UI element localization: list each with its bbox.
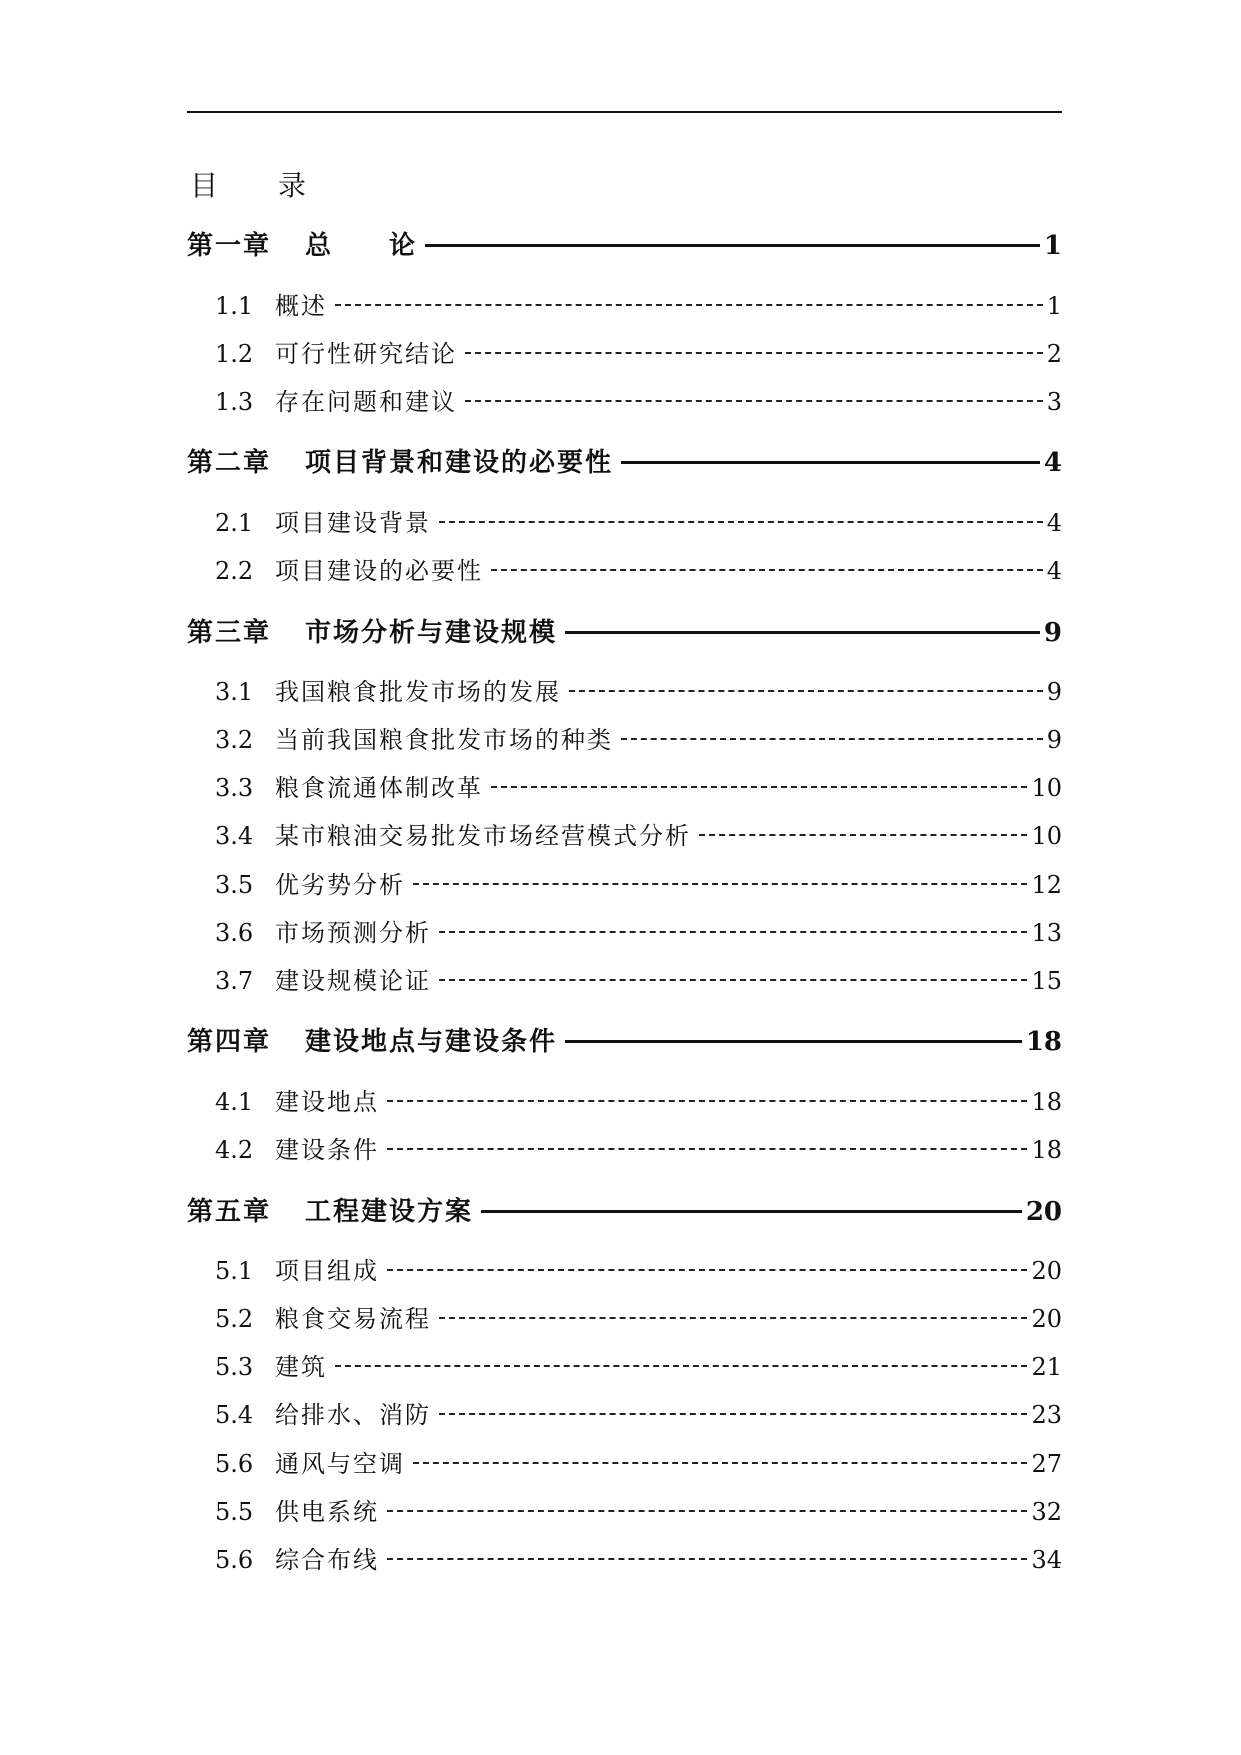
toc-entry-label — [187, 1192, 473, 1232]
toc-section-entry[interactable] — [187, 1132, 1062, 1168]
toc-entry-title: 建设规模论证 — [275, 967, 431, 995]
toc-page-number: 9 — [1043, 618, 1062, 648]
toc-entry-label — [215, 1494, 379, 1530]
toc-entry-title: 存在问题和建议 — [275, 388, 457, 416]
toc-leader — [699, 834, 1027, 836]
toc-page-number: 20 — [1025, 1197, 1062, 1227]
toc-page-number: 18 — [1031, 1136, 1062, 1164]
toc-page-number: 1 — [1043, 231, 1062, 261]
toc-page-number: 18 — [1031, 1088, 1062, 1116]
toc-entry-title: 粮食流通体制改革 — [275, 774, 483, 802]
toc-entry-number: 5.5 — [215, 1498, 254, 1526]
toc-entry-title: 工程建设方案 — [305, 1197, 474, 1227]
toc-leader — [335, 304, 1043, 306]
toc-entry-title: 我国粮食批发市场的发展 — [275, 678, 561, 706]
toc-entry-label — [215, 818, 691, 854]
toc-entry-number: 5.2 — [215, 1305, 254, 1333]
toc-entry-title: 某市粮油交易批发市场经营模式分析 — [275, 822, 691, 850]
toc-entry-label — [215, 1397, 431, 1433]
toc-leader — [569, 690, 1043, 692]
toc-page-number: 12 — [1031, 871, 1062, 899]
toc-entry-label — [187, 613, 557, 653]
toc-entry-title: 市场分析与建设规模 — [305, 618, 558, 648]
toc-entry-title: 建设地点 — [275, 1088, 379, 1116]
toc-leader — [439, 931, 1027, 933]
toc-entry-title: 当前我国粮食批发市场的种类 — [275, 726, 613, 754]
toc-entry-number: 2.1 — [215, 509, 254, 537]
toc-leader — [465, 400, 1043, 402]
toc-entry-number: 1.3 — [215, 388, 254, 416]
toc-leader — [439, 979, 1027, 981]
toc-page-number: 9 — [1046, 726, 1062, 754]
toc-page-number: 2 — [1046, 340, 1062, 368]
toc-entry-number: 1.1 — [215, 292, 254, 320]
toc-chapter-entry[interactable] — [187, 443, 1062, 483]
toc-entry-number: 3.7 — [215, 967, 254, 995]
toc-chapter-entry[interactable] — [187, 1022, 1062, 1062]
toc-page-number: 9 — [1046, 678, 1062, 706]
toc-page-number: 27 — [1031, 1450, 1062, 1478]
toc-entry-number: 5.6 — [215, 1450, 254, 1478]
toc-entry-number: 1.2 — [215, 340, 254, 368]
toc-leader — [387, 1269, 1027, 1271]
toc-leader — [565, 1040, 1022, 1043]
toc-entry-title: 概述 — [275, 292, 327, 320]
toc-page-number: 10 — [1031, 822, 1062, 850]
toc-entry-number: 3.1 — [215, 678, 254, 706]
toc-entry-label — [215, 1542, 379, 1578]
toc-entry-label — [215, 770, 483, 806]
toc-page-number: 4 — [1046, 557, 1062, 585]
toc-leader — [465, 352, 1043, 354]
toc-entry-title: 粮食交易流程 — [275, 1305, 431, 1333]
toc-section-entry[interactable] — [187, 915, 1062, 951]
toc-section-entry[interactable] — [187, 553, 1062, 589]
toc-section-entry[interactable] — [187, 818, 1062, 854]
toc-leader — [387, 1148, 1027, 1150]
toc-title — [190, 166, 306, 206]
toc-entry-number: 5.4 — [215, 1401, 254, 1429]
toc-entry-number: 3.2 — [215, 726, 254, 754]
toc-page-number: 15 — [1031, 967, 1062, 995]
toc-section-entry[interactable] — [187, 1542, 1062, 1578]
toc-entry-number: 第一章 — [187, 231, 272, 261]
toc-entry-label — [215, 722, 613, 758]
toc-page-number: 4 — [1043, 448, 1062, 478]
toc-leader — [491, 569, 1043, 571]
toc-entry-number: 第三章 — [187, 618, 272, 648]
toc-chapter-entry[interactable] — [187, 226, 1062, 266]
toc-entry-label — [215, 505, 431, 541]
toc-entry-label — [215, 867, 405, 903]
toc-section-entry[interactable] — [187, 505, 1062, 541]
toc-entry-label — [187, 443, 613, 483]
toc-entry-label — [215, 1446, 405, 1482]
toc-section-entry[interactable] — [187, 1446, 1062, 1482]
toc-section-entry[interactable] — [187, 1084, 1062, 1120]
toc-entry-label — [215, 915, 431, 951]
toc-section-entry[interactable] — [187, 770, 1062, 806]
toc-entry-label — [215, 553, 483, 589]
toc-leader — [387, 1100, 1027, 1102]
toc-section-entry[interactable] — [187, 674, 1062, 710]
toc-entry-title: 项目建设的必要性 — [275, 557, 483, 585]
toc-page-number: 20 — [1031, 1257, 1062, 1285]
toc-entry-number: 3.4 — [215, 822, 254, 850]
toc-page-number: 21 — [1031, 1353, 1062, 1381]
toc-page-number: 3 — [1046, 388, 1062, 416]
toc-leader — [413, 883, 1027, 885]
toc-entry-title: 建设条件 — [275, 1136, 379, 1164]
toc-page-number: 13 — [1031, 919, 1062, 947]
toc-leader — [621, 461, 1040, 464]
toc-leader — [565, 631, 1040, 634]
toc-entry-title: 优劣势分析 — [275, 871, 405, 899]
toc-page-number: 4 — [1046, 509, 1062, 537]
toc-entry-number: 2.2 — [215, 557, 254, 585]
toc-page-number: 20 — [1031, 1305, 1062, 1333]
toc-entry-label — [215, 963, 431, 999]
toc-section-entry[interactable] — [187, 722, 1062, 758]
toc-entry-number: 3.5 — [215, 871, 254, 899]
toc-page-number: 23 — [1031, 1401, 1062, 1429]
header-rule — [187, 111, 1062, 113]
toc-entry-number: 5.6 — [215, 1546, 254, 1574]
toc-entry-label — [215, 1301, 431, 1337]
toc-title-part2: 录 — [278, 169, 307, 202]
toc-entry-label — [187, 226, 417, 266]
toc-entry-title: 项目背景和建设的必要性 — [305, 448, 614, 478]
toc-page-number: 18 — [1025, 1027, 1062, 1057]
toc-leader — [425, 244, 1040, 247]
toc-entry-title: 建筑 — [275, 1353, 327, 1381]
toc-entry-title: 综合布线 — [275, 1546, 379, 1574]
toc-entry-label — [187, 1022, 557, 1062]
toc-chapter-entry[interactable] — [187, 1192, 1062, 1232]
toc-leader — [491, 786, 1027, 788]
toc-section-entry[interactable] — [187, 1494, 1062, 1530]
toc-entry-title: 市场预测分析 — [275, 919, 431, 947]
toc-leader — [481, 1210, 1022, 1213]
toc-leader — [387, 1558, 1027, 1560]
toc-leader — [621, 738, 1043, 740]
toc-section-entry[interactable] — [187, 336, 1062, 372]
toc-entry-label — [215, 1349, 327, 1385]
toc-entry-title: 项目组成 — [275, 1257, 379, 1285]
toc-leader — [335, 1365, 1027, 1367]
toc-entry-number: 5.3 — [215, 1353, 254, 1381]
toc-page-number: 1 — [1046, 292, 1062, 320]
toc-entry-label — [215, 336, 457, 372]
toc-entry-title: 建设地点与建设条件 — [305, 1027, 558, 1057]
toc-section-entry[interactable] — [187, 1253, 1062, 1289]
toc-page-number: 32 — [1031, 1498, 1062, 1526]
toc-section-entry[interactable] — [187, 867, 1062, 903]
toc-chapter-entry[interactable] — [187, 613, 1062, 653]
toc-entry-label — [215, 1084, 379, 1120]
toc-entry-title: 供电系统 — [275, 1498, 379, 1526]
toc-entry-label — [215, 288, 327, 324]
toc-leader — [439, 1413, 1027, 1415]
toc-page-number: 10 — [1031, 774, 1062, 802]
toc-entry-number: 4.2 — [215, 1136, 254, 1164]
toc-entry-number: 第四章 — [187, 1027, 272, 1057]
toc-section-entry[interactable] — [187, 288, 1062, 324]
toc-entry-title: 给排水、消防 — [275, 1401, 431, 1429]
toc-entry-title: 总 论 — [305, 231, 418, 261]
toc-entry-number: 4.1 — [215, 1088, 254, 1116]
toc-entry-number: 第五章 — [187, 1197, 272, 1227]
toc-leader — [439, 1317, 1027, 1319]
toc-section-entry[interactable] — [187, 384, 1062, 420]
toc-leader — [413, 1462, 1027, 1464]
toc-entry-label — [215, 1132, 379, 1168]
toc-section-entry[interactable] — [187, 963, 1062, 999]
toc-page-number: 34 — [1031, 1546, 1062, 1574]
toc-entry-number: 3.6 — [215, 919, 254, 947]
toc-entry-label — [215, 384, 457, 420]
toc-entry-title: 可行性研究结论 — [275, 340, 457, 368]
toc-entry-number: 5.1 — [215, 1257, 254, 1285]
toc-entry-label — [215, 1253, 379, 1289]
toc-leader — [387, 1510, 1027, 1512]
toc-entry-title: 通风与空调 — [275, 1450, 405, 1478]
toc-entry-title: 项目建设背景 — [275, 509, 431, 537]
toc-title-part1: 目 — [190, 169, 219, 202]
toc-entry-number: 第二章 — [187, 448, 272, 478]
toc-section-entry[interactable] — [187, 1349, 1062, 1385]
toc-entry-number: 3.3 — [215, 774, 254, 802]
toc-leader — [439, 521, 1043, 523]
toc-section-entry[interactable] — [187, 1301, 1062, 1337]
toc-section-entry[interactable] — [187, 1397, 1062, 1433]
toc-entry-label — [215, 674, 561, 710]
